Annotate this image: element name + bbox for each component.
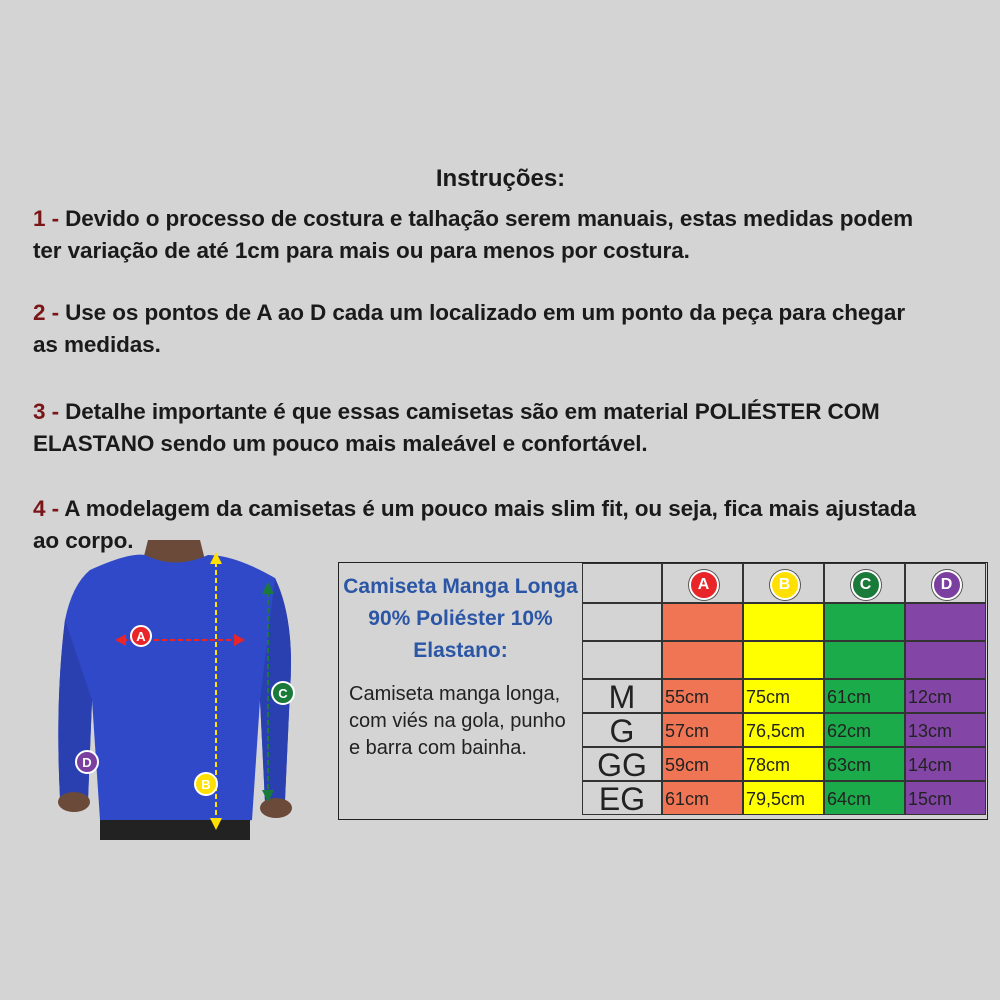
color-cell-b <box>743 641 824 679</box>
badge-a-icon: A <box>689 570 719 600</box>
color-cell-d <box>905 641 986 679</box>
table-title: Camiseta Manga Longa 90% Poliéster 10% Elastano: <box>343 575 578 662</box>
measurement-cell: 63cm <box>824 747 905 781</box>
measurement-cell: 13cm <box>905 713 986 747</box>
measurement-cell: 12cm <box>905 679 986 713</box>
color-cell-b <box>743 603 824 641</box>
measurement-cell: 78cm <box>743 747 824 781</box>
svg-text:A: A <box>136 629 146 644</box>
color-cell-a <box>662 603 743 641</box>
measurement-cell: 75cm <box>743 679 824 713</box>
table-description: Camiseta manga longa, com viés na gola, punho e barra com bainha. <box>349 683 566 759</box>
badge-d-icon: D <box>932 570 962 600</box>
size-label: M <box>582 679 662 713</box>
column-header-b <box>743 563 824 603</box>
size-header-cell <box>582 563 662 603</box>
column-header-d <box>905 563 986 603</box>
color-cell-d <box>905 603 986 641</box>
size-header-cell <box>582 641 662 679</box>
instruction-2: 2 - Use os pontos de A ao D cada um localizado em um ponto da peça para chegar as medidas. <box>33 300 906 357</box>
size-label: EG <box>582 781 662 815</box>
size-label: GG <box>582 747 662 781</box>
column-header-a <box>662 563 743 603</box>
measurement-cell: 62cm <box>824 713 905 747</box>
instructions-title: Instruções: <box>435 165 566 192</box>
measurement-cell: 61cm <box>824 679 905 713</box>
measurement-cell: 14cm <box>905 747 986 781</box>
measurement-cell: 64cm <box>824 781 905 815</box>
measurement-cell: 76,5cm <box>743 713 824 747</box>
point-b-icon <box>195 773 217 795</box>
badge-b-icon: B <box>770 570 800 600</box>
instruction-4: 4 - A modelagem da camisetas é um pouco mais slim fit, ou seja, fica mais ajustada ao corpo. <box>33 496 916 553</box>
color-cell-a <box>662 641 743 679</box>
table-info-panel <box>339 563 582 819</box>
color-cell-c <box>824 641 905 679</box>
point-d-icon <box>76 751 98 773</box>
measurement-cell: 59cm <box>662 747 743 781</box>
svg-text:C: C <box>278 686 288 701</box>
measurement-cell: 55cm <box>662 679 743 713</box>
instruction-3: 3 - Detalhe importante é que essas camisetas são em material POLIÉSTER COM ELASTANO sendo um pouco mais maleável e confortável. <box>33 399 880 456</box>
instruction-1: 1 - Devido o processo de costura e talhação serem manuais, estas medidas podem ter variação de até 1cm para mais ou para menos por costura. <box>33 206 914 263</box>
size-header-cell <box>582 603 662 641</box>
measurement-cell: 79,5cm <box>743 781 824 815</box>
svg-text:B: B <box>201 777 211 792</box>
svg-text:D: D <box>82 755 92 770</box>
badge-c-icon: C <box>851 570 881 600</box>
shirt-measurement-figure <box>30 540 330 840</box>
size-grid <box>582 563 987 819</box>
measurement-cell: 57cm <box>662 713 743 747</box>
measurement-cell: 15cm <box>905 781 986 815</box>
measurement-cell: 61cm <box>662 781 743 815</box>
point-a-icon <box>131 626 151 646</box>
color-cell-c <box>824 603 905 641</box>
size-label: G <box>582 713 662 747</box>
point-c-icon <box>272 682 294 704</box>
column-header-c <box>824 563 905 603</box>
size-table <box>338 562 988 820</box>
